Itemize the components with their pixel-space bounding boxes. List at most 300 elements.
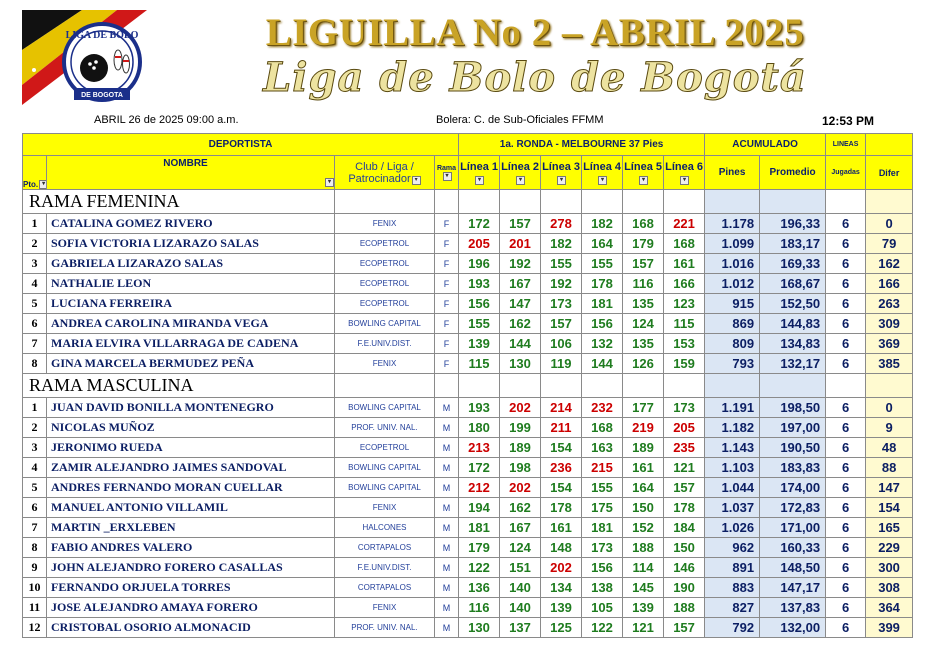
rama-cell: F xyxy=(435,254,459,274)
player-name-cell: ZAMIR ALEJANDRO JAIMES SANDOVAL xyxy=(47,458,335,478)
line-score-cell: 145 xyxy=(623,578,664,598)
table-row xyxy=(23,398,913,418)
rama-cell: M xyxy=(435,618,459,638)
line-score-cell: 202 xyxy=(500,478,541,498)
line-score-cell: 212 xyxy=(459,478,500,498)
jugadas-cell: 6 xyxy=(826,334,866,354)
empty-cell xyxy=(623,190,664,214)
promedio-cell: 196,33 xyxy=(760,214,826,234)
line-score-cell: 135 xyxy=(623,334,664,354)
difer-cell: 308 xyxy=(866,578,913,598)
pines-cell: 883 xyxy=(705,578,760,598)
club-cell: HALCONES xyxy=(335,518,435,538)
promedio-header: Promedio xyxy=(760,156,826,190)
line-score-cell: 138 xyxy=(582,578,623,598)
pines-cell: 1.026 xyxy=(705,518,760,538)
player-name-cell: ANDREA CAROLINA MIRANDA VEGA xyxy=(47,314,335,334)
pines-cell: 1.012 xyxy=(705,274,760,294)
player-name-cell: JUAN DAVID BONILLA MONTENEGRO xyxy=(47,398,335,418)
line-score-cell: 162 xyxy=(500,498,541,518)
filter-dropdown-icon[interactable]: ▾ xyxy=(412,176,421,185)
pines-cell: 1.099 xyxy=(705,234,760,254)
difer-cell: 79 xyxy=(866,234,913,254)
line-score-cell: 122 xyxy=(459,558,500,578)
difer-cell: 263 xyxy=(866,294,913,314)
player-name-cell: FERNANDO ORJUELA TORRES xyxy=(47,578,335,598)
line-score-cell: 122 xyxy=(582,618,623,638)
section-title: RAMA FEMENINA xyxy=(23,190,335,214)
empty-cell xyxy=(500,374,541,398)
empty-cell xyxy=(435,190,459,214)
line-score-cell: 148 xyxy=(541,538,582,558)
empty-cell xyxy=(760,374,826,398)
promedio-cell: 148,50 xyxy=(760,558,826,578)
position-cell: 5 xyxy=(23,478,47,498)
pines-cell: 827 xyxy=(705,598,760,618)
position-cell: 6 xyxy=(23,498,47,518)
deportista-header: DEPORTISTA xyxy=(23,134,459,156)
pines-cell: 1.044 xyxy=(705,478,760,498)
line-score-cell: 211 xyxy=(541,418,582,438)
line-score-cell: 157 xyxy=(541,314,582,334)
club-cell: FENIX xyxy=(335,354,435,374)
promedio-cell: 132,17 xyxy=(760,354,826,374)
filter-dropdown-icon[interactable]: ▾ xyxy=(443,172,452,181)
position-cell: 4 xyxy=(23,458,47,478)
table-row xyxy=(23,234,913,254)
line-score-cell: 172 xyxy=(459,214,500,234)
pines-cell: 891 xyxy=(705,558,760,578)
position-cell: 2 xyxy=(23,418,47,438)
table-row xyxy=(23,558,913,578)
line-score-cell: 178 xyxy=(582,274,623,294)
position-cell: 3 xyxy=(23,438,47,458)
line-score-cell: 189 xyxy=(623,438,664,458)
jugadas-cell: 6 xyxy=(826,478,866,498)
pines-cell: 915 xyxy=(705,294,760,314)
line-score-cell: 139 xyxy=(459,334,500,354)
pines-cell: 869 xyxy=(705,314,760,334)
player-name-cell: MARIA ELVIRA VILLARRAGA DE CADENA xyxy=(47,334,335,354)
results-table xyxy=(22,133,913,638)
line5-header[interactable]: Línea 5▾ xyxy=(623,156,664,190)
header-row-columns xyxy=(23,156,913,190)
difer-top-header xyxy=(866,134,913,156)
rama-cell: F xyxy=(435,274,459,294)
rama-cell: M xyxy=(435,438,459,458)
difer-cell: 364 xyxy=(866,598,913,618)
rama-cell: M xyxy=(435,398,459,418)
empty-cell xyxy=(500,190,541,214)
table-row xyxy=(23,518,913,538)
club-cell: ECOPETROL xyxy=(335,294,435,314)
line-score-cell: 155 xyxy=(541,254,582,274)
line-score-cell: 119 xyxy=(541,354,582,374)
page-subtitle: Liga de Bolo de Bogotá xyxy=(263,54,807,101)
line-score-cell: 137 xyxy=(500,618,541,638)
line-score-cell: 132 xyxy=(582,334,623,354)
table-row xyxy=(23,214,913,234)
jugadas-cell: 6 xyxy=(826,294,866,314)
line4-header[interactable]: Línea 4▾ xyxy=(582,156,623,190)
promedio-cell: 172,83 xyxy=(760,498,826,518)
line-score-cell: 182 xyxy=(541,234,582,254)
player-name-cell: CRISTOBAL OSORIO ALMONACID xyxy=(47,618,335,638)
filter-dropdown-icon[interactable]: ▾ xyxy=(516,176,525,185)
table-row xyxy=(23,498,913,518)
filter-dropdown-icon[interactable]: ▾ xyxy=(598,176,607,185)
pines-cell: 1.037 xyxy=(705,498,760,518)
pines-header: Pines xyxy=(705,156,760,190)
line1-header[interactable]: Línea 1▾ xyxy=(459,156,500,190)
line-score-cell: 192 xyxy=(500,254,541,274)
jugadas-cell: 6 xyxy=(826,354,866,374)
line-score-cell: 213 xyxy=(459,438,500,458)
line3-header[interactable]: Línea 3▾ xyxy=(541,156,582,190)
event-venue: Bolera: C. de Sub-Oficiales FFMM xyxy=(436,114,604,126)
difer-cell: 399 xyxy=(866,618,913,638)
player-name-cell: JOHN ALEJANDRO FORERO CASALLAS xyxy=(47,558,335,578)
club-cell: ECOPETROL xyxy=(335,438,435,458)
jugadas-cell: 6 xyxy=(826,214,866,234)
line-score-cell: 155 xyxy=(582,478,623,498)
pto-header[interactable]: Pto. ▾ xyxy=(23,156,47,190)
rama-cell: M xyxy=(435,598,459,618)
promedio-cell: 174,00 xyxy=(760,478,826,498)
line-score-cell: 106 xyxy=(541,334,582,354)
filter-dropdown-icon[interactable]: ▾ xyxy=(557,176,566,185)
pines-cell: 962 xyxy=(705,538,760,558)
promedio-cell: 134,83 xyxy=(760,334,826,354)
pines-cell: 809 xyxy=(705,334,760,354)
line-score-cell: 166 xyxy=(664,274,705,294)
line-score-cell: 130 xyxy=(500,354,541,374)
line-score-cell: 196 xyxy=(459,254,500,274)
jugadas-header: Jugadas xyxy=(826,156,866,190)
empty-cell xyxy=(335,190,435,214)
line6-header[interactable]: Línea 6▾ xyxy=(664,156,705,190)
pines-cell: 1.016 xyxy=(705,254,760,274)
table-row xyxy=(23,478,913,498)
table-row xyxy=(23,598,913,618)
position-cell: 8 xyxy=(23,538,47,558)
line-score-cell: 157 xyxy=(623,254,664,274)
pines-cell: 1.103 xyxy=(705,458,760,478)
line-score-cell: 201 xyxy=(500,234,541,254)
rama-cell: M xyxy=(435,578,459,598)
line-score-cell: 164 xyxy=(582,234,623,254)
rama-cell: F xyxy=(435,234,459,254)
line-score-cell: 157 xyxy=(500,214,541,234)
nombre-header[interactable]: NOMBRE ▾ xyxy=(47,156,335,190)
pines-cell: 1.191 xyxy=(705,398,760,418)
player-name-cell: SOFIA VICTORIA LIZARAZO SALAS xyxy=(47,234,335,254)
player-name-cell: NATHALIE LEON xyxy=(47,274,335,294)
rama-cell: F xyxy=(435,354,459,374)
line-score-cell: 121 xyxy=(623,618,664,638)
club-header[interactable]: Club / Liga / Patrocinador ▾ xyxy=(335,156,435,190)
rama-cell: M xyxy=(435,418,459,438)
difer-cell: 9 xyxy=(866,418,913,438)
rama-cell: F xyxy=(435,334,459,354)
player-name-cell: FABIO ANDRES VALERO xyxy=(47,538,335,558)
line-score-cell: 173 xyxy=(582,538,623,558)
line-score-cell: 163 xyxy=(582,438,623,458)
club-cell: FENIX xyxy=(335,498,435,518)
line-score-cell: 184 xyxy=(664,518,705,538)
line-score-cell: 179 xyxy=(459,538,500,558)
line-score-cell: 172 xyxy=(459,458,500,478)
position-cell: 7 xyxy=(23,518,47,538)
club-cell: CORTAPALOS xyxy=(335,538,435,558)
empty-cell xyxy=(335,374,435,398)
player-name-cell: GINA MARCELA BERMUDEZ PEÑA xyxy=(47,354,335,374)
club-cell: ECOPETROL xyxy=(335,274,435,294)
line-score-cell: 214 xyxy=(541,398,582,418)
line-score-cell: 121 xyxy=(664,458,705,478)
filter-dropdown-icon[interactable]: ▾ xyxy=(475,176,484,185)
line-score-cell: 168 xyxy=(582,418,623,438)
header-row-top xyxy=(23,134,913,156)
line-score-cell: 126 xyxy=(623,354,664,374)
promedio-cell: 169,33 xyxy=(760,254,826,274)
player-name-cell: GABRIELA LIZARAZO SALAS xyxy=(47,254,335,274)
empty-cell xyxy=(826,374,866,398)
promedio-cell: 197,00 xyxy=(760,418,826,438)
line-score-cell: 161 xyxy=(541,518,582,538)
line-score-cell: 130 xyxy=(459,618,500,638)
line-score-cell: 156 xyxy=(459,294,500,314)
difer-cell: 154 xyxy=(866,498,913,518)
club-cell: PROF. UNIV. NAL. xyxy=(335,618,435,638)
line-score-cell: 155 xyxy=(582,254,623,274)
player-name-cell: MANUEL ANTONIO VILLAMIL xyxy=(47,498,335,518)
line-score-cell: 144 xyxy=(500,334,541,354)
table-row xyxy=(23,274,913,294)
line-score-cell: 177 xyxy=(623,398,664,418)
line-score-cell: 116 xyxy=(459,598,500,618)
line-score-cell: 278 xyxy=(541,214,582,234)
line-score-cell: 105 xyxy=(582,598,623,618)
line-score-cell: 180 xyxy=(459,418,500,438)
club-cell: BOWLING CAPITAL xyxy=(335,314,435,334)
line-score-cell: 156 xyxy=(582,314,623,334)
pines-cell: 792 xyxy=(705,618,760,638)
line-score-cell: 157 xyxy=(664,618,705,638)
pines-cell: 1.178 xyxy=(705,214,760,234)
line-score-cell: 162 xyxy=(500,314,541,334)
table-row xyxy=(23,334,913,354)
difer-cell: 48 xyxy=(866,438,913,458)
line-score-cell: 181 xyxy=(459,518,500,538)
rama-header[interactable]: Rama ▾ xyxy=(435,156,459,190)
jugadas-cell: 6 xyxy=(826,618,866,638)
line-score-cell: 150 xyxy=(623,498,664,518)
line-score-cell: 215 xyxy=(582,458,623,478)
line-score-cell: 139 xyxy=(623,598,664,618)
line-score-cell: 136 xyxy=(459,578,500,598)
rama-cell: M xyxy=(435,458,459,478)
line-score-cell: 178 xyxy=(541,498,582,518)
empty-cell xyxy=(582,190,623,214)
line-score-cell: 115 xyxy=(664,314,705,334)
table-row xyxy=(23,418,913,438)
player-name-cell: NICOLAS MUÑOZ xyxy=(47,418,335,438)
line-score-cell: 167 xyxy=(500,274,541,294)
line-score-cell: 124 xyxy=(500,538,541,558)
empty-cell xyxy=(705,190,760,214)
line-score-cell: 194 xyxy=(459,498,500,518)
line-score-cell: 188 xyxy=(623,538,664,558)
line-score-cell: 193 xyxy=(459,398,500,418)
line-score-cell: 168 xyxy=(623,214,664,234)
club-cell: F.E.UNIV.DIST. xyxy=(335,334,435,354)
position-cell: 6 xyxy=(23,314,47,334)
filter-dropdown-icon[interactable]: ▾ xyxy=(639,176,648,185)
line-score-cell: 116 xyxy=(623,274,664,294)
jugadas-cell: 6 xyxy=(826,598,866,618)
pines-cell: 1.143 xyxy=(705,438,760,458)
event-info xyxy=(22,114,912,130)
empty-cell xyxy=(760,190,826,214)
empty-cell xyxy=(664,374,705,398)
section-title: RAMA MASCULINA xyxy=(23,374,335,398)
jugadas-cell: 6 xyxy=(826,538,866,558)
pines-cell: 1.182 xyxy=(705,418,760,438)
club-cell: BOWLING CAPITAL xyxy=(335,478,435,498)
empty-cell xyxy=(664,190,705,214)
table-row xyxy=(23,618,913,638)
position-cell: 10 xyxy=(23,578,47,598)
line-score-cell: 135 xyxy=(623,294,664,314)
empty-cell xyxy=(582,374,623,398)
empty-cell xyxy=(866,374,913,398)
svg-text:DE BOGOTA: DE BOGOTA xyxy=(81,92,123,99)
position-cell: 1 xyxy=(23,398,47,418)
line-score-cell: 219 xyxy=(623,418,664,438)
line-score-cell: 144 xyxy=(582,354,623,374)
line-score-cell: 193 xyxy=(459,274,500,294)
line-score-cell: 190 xyxy=(664,578,705,598)
position-cell: 2 xyxy=(23,234,47,254)
liga-logo xyxy=(22,10,177,105)
difer-cell: 309 xyxy=(866,314,913,334)
line-score-cell: 202 xyxy=(500,398,541,418)
jugadas-cell: 6 xyxy=(826,458,866,478)
difer-header: Difer xyxy=(866,156,913,190)
jugadas-cell: 6 xyxy=(826,418,866,438)
line-score-cell: 147 xyxy=(500,294,541,314)
promedio-cell: 171,00 xyxy=(760,518,826,538)
line-score-cell: 167 xyxy=(500,518,541,538)
acumulado-header: ACUMULADO xyxy=(705,134,826,156)
jugadas-cell: 6 xyxy=(826,438,866,458)
position-cell: 1 xyxy=(23,214,47,234)
rama-cell: F xyxy=(435,214,459,234)
line2-header[interactable]: Línea 2▾ xyxy=(500,156,541,190)
player-name-cell: ANDRES FERNANDO MORAN CUELLAR xyxy=(47,478,335,498)
difer-cell: 162 xyxy=(866,254,913,274)
line-score-cell: 182 xyxy=(582,214,623,234)
club-cell: CORTAPALOS xyxy=(335,578,435,598)
table-row xyxy=(23,458,913,478)
line-score-cell: 157 xyxy=(664,478,705,498)
rama-cell: F xyxy=(435,314,459,334)
section-header-row xyxy=(23,374,913,398)
rama-cell: M xyxy=(435,538,459,558)
promedio-cell: 183,17 xyxy=(760,234,826,254)
promedio-cell: 183,83 xyxy=(760,458,826,478)
line-score-cell: 114 xyxy=(623,558,664,578)
line-score-cell: 151 xyxy=(500,558,541,578)
line-score-cell: 164 xyxy=(623,478,664,498)
player-name-cell: LUCIANA FERREIRA xyxy=(47,294,335,314)
line-score-cell: 202 xyxy=(541,558,582,578)
promedio-cell: 168,67 xyxy=(760,274,826,294)
filter-dropdown-icon[interactable]: ▾ xyxy=(680,176,689,185)
promedio-cell: 152,50 xyxy=(760,294,826,314)
table-row xyxy=(23,254,913,274)
line-score-cell: 125 xyxy=(541,618,582,638)
club-cell: ECOPETROL xyxy=(335,254,435,274)
difer-cell: 147 xyxy=(866,478,913,498)
empty-cell xyxy=(435,374,459,398)
club-cell: BOWLING CAPITAL xyxy=(335,398,435,418)
line-score-cell: 205 xyxy=(459,234,500,254)
line-score-cell: 124 xyxy=(623,314,664,334)
rama-cell: M xyxy=(435,518,459,538)
empty-cell xyxy=(459,374,500,398)
line-score-cell: 175 xyxy=(582,498,623,518)
lineas-header: LINEAS xyxy=(826,134,866,156)
promedio-cell: 198,50 xyxy=(760,398,826,418)
difer-cell: 300 xyxy=(866,558,913,578)
player-name-cell: CATALINA GOMEZ RIVERO xyxy=(47,214,335,234)
position-cell: 7 xyxy=(23,334,47,354)
line-score-cell: 156 xyxy=(582,558,623,578)
club-cell: PROF. UNIV. NAL. xyxy=(335,418,435,438)
difer-cell: 166 xyxy=(866,274,913,294)
svg-text:LIGA DE BOLO: LIGA DE BOLO xyxy=(65,30,139,41)
line-score-cell: 153 xyxy=(664,334,705,354)
line-score-cell: 181 xyxy=(582,294,623,314)
line-score-cell: 192 xyxy=(541,274,582,294)
filter-dropdown-icon[interactable]: ▾ xyxy=(325,178,334,187)
line-score-cell: 205 xyxy=(664,418,705,438)
line-score-cell: 189 xyxy=(500,438,541,458)
empty-cell xyxy=(541,374,582,398)
pines-cell: 793 xyxy=(705,354,760,374)
filter-dropdown-icon[interactable]: ▾ xyxy=(39,180,46,189)
line-score-cell: 152 xyxy=(623,518,664,538)
line-score-cell: 150 xyxy=(664,538,705,558)
difer-cell: 0 xyxy=(866,398,913,418)
difer-cell: 165 xyxy=(866,518,913,538)
position-cell: 9 xyxy=(23,558,47,578)
jugadas-cell: 6 xyxy=(826,498,866,518)
empty-cell xyxy=(459,190,500,214)
difer-cell: 0 xyxy=(866,214,913,234)
table-row xyxy=(23,314,913,334)
line-score-cell: 161 xyxy=(623,458,664,478)
difer-cell: 229 xyxy=(866,538,913,558)
club-cell: BOWLING CAPITAL xyxy=(335,458,435,478)
line-score-cell: 173 xyxy=(541,294,582,314)
jugadas-cell: 6 xyxy=(826,518,866,538)
promedio-cell: 147,17 xyxy=(760,578,826,598)
line-score-cell: 179 xyxy=(623,234,664,254)
ronda-header: 1a. RONDA - MELBOURNE 37 Pies xyxy=(459,134,705,156)
